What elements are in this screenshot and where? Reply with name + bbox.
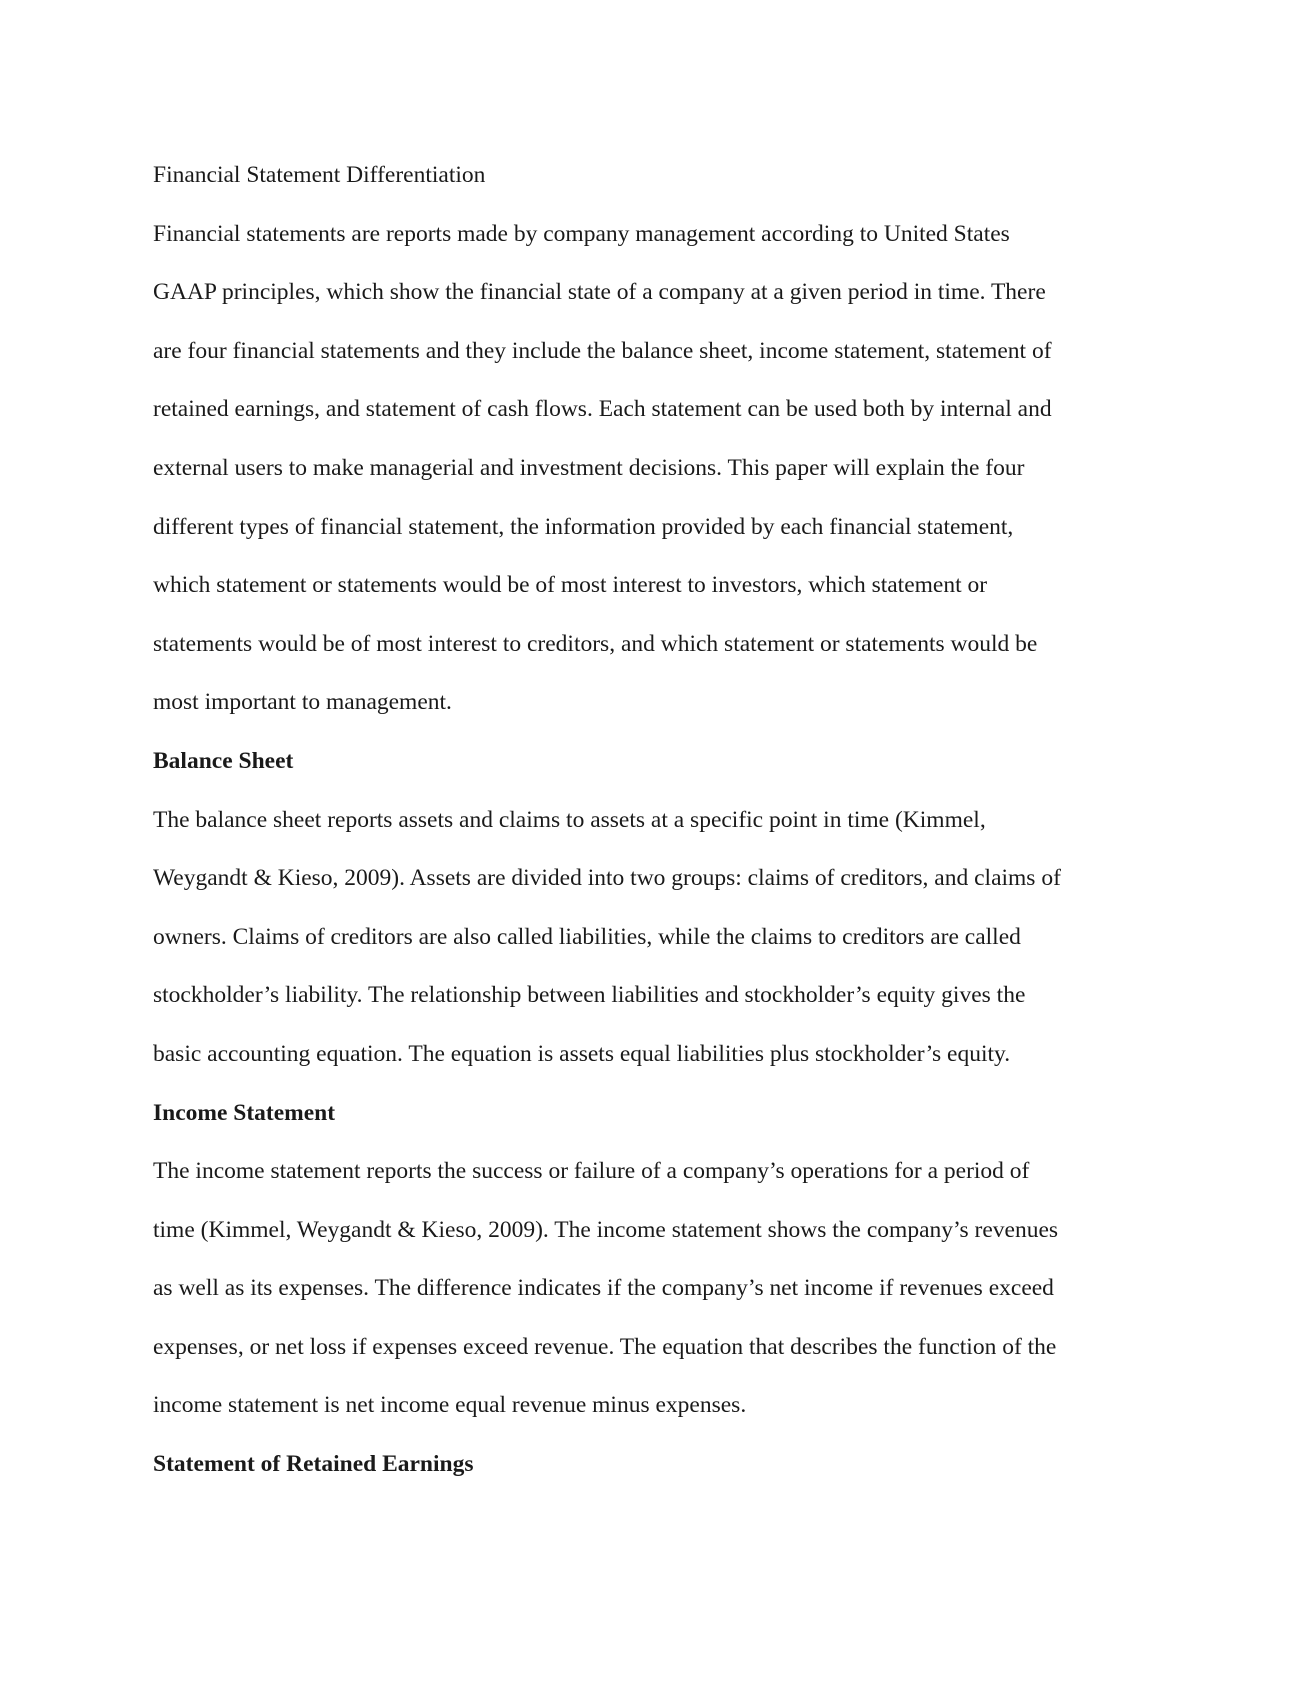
- document-title: Financial Statement Differentiation: [153, 162, 486, 188]
- balance-sheet-paragraph: [153, 791, 1153, 1084]
- paragraph-line: most important to management.: [153, 689, 452, 716]
- paragraph-line: The income statement reports the success or failure of a company’s operations for a period of: [153, 1158, 1030, 1185]
- paragraph-line: Financial statements are reports made by company management according to United States: [153, 220, 1010, 247]
- intro-paragraph: [153, 205, 1153, 732]
- paragraph-line: Weygandt & Kieso, 2009). Assets are divided into two groups: claims of creditors, and claims of: [153, 865, 1061, 892]
- paragraph-line: GAAP principles, which show the financial state of a company at a given period in time. There: [153, 279, 1046, 306]
- section-heading-retained-earnings: Statement of Retained Earnings: [153, 1451, 474, 1478]
- paragraph-line: are four financial statements and they include the balance sheet, income statement, statement of: [153, 337, 1052, 364]
- paragraph-line: The balance sheet reports assets and claims to assets at a specific point in time (Kimmel,: [153, 806, 986, 833]
- paragraph-line: stockholder’s liability. The relationship between liabilities and stockholder’s equity gives the: [153, 982, 1026, 1009]
- paragraph-line: as well as its expenses. The difference indicates if the company’s net income if revenues exceed: [153, 1275, 1054, 1302]
- paragraph-line: income statement is net income equal revenue minus expenses.: [153, 1392, 747, 1419]
- section-heading-income-statement: Income Statement: [153, 1099, 336, 1126]
- paragraph-line: different types of financial statement, the information provided by each financial statement,: [153, 513, 1014, 540]
- paragraph-line: expenses, or net loss if expenses exceed revenue. The equation that describes the function of the: [153, 1333, 1057, 1360]
- paragraph-line: basic accounting equation. The equation is assets equal liabilities plus stockholder’s equity.: [153, 1040, 1011, 1067]
- paragraph-line: retained earnings, and statement of cash flows. Each statement can be used both by internal and: [153, 396, 1052, 423]
- paragraph-line: owners. Claims of creditors are also called liabilities, while the claims to creditors are called: [153, 923, 1021, 950]
- paragraph-line: external users to make managerial and investment decisions. This paper will explain the four: [153, 454, 1025, 481]
- section-heading-balance-sheet: Balance Sheet: [153, 747, 294, 774]
- paragraph-line: time (Kimmel, Weygandt & Kieso, 2009). The income statement shows the company’s revenues: [153, 1216, 1059, 1243]
- paragraph-line: which statement or statements would be of most interest to investors, which statement or: [153, 572, 988, 599]
- income-statement-paragraph: [153, 1142, 1153, 1435]
- document-body: [153, 146, 1153, 1494]
- paragraph-line: statements would be of most interest to creditors, and which statement or statements would be: [153, 630, 1038, 657]
